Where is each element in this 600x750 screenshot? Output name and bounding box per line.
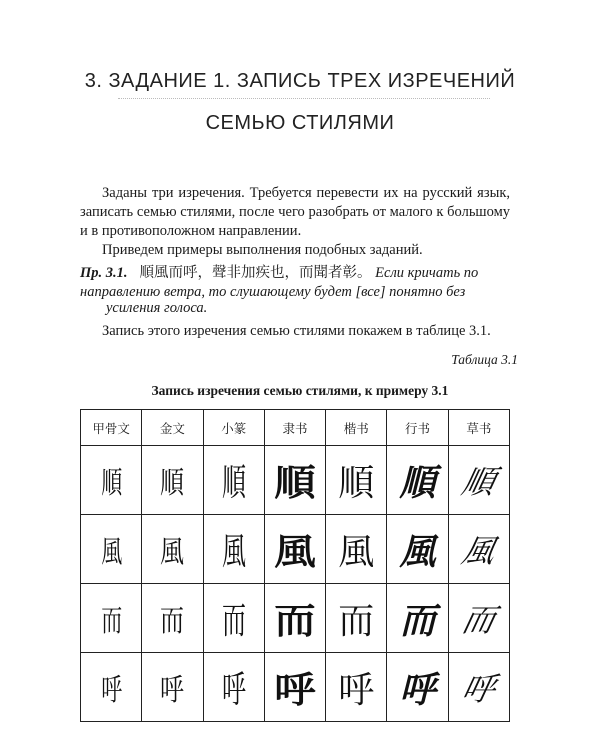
glyph: 呼 xyxy=(160,673,185,708)
glyph-cell xyxy=(448,446,509,515)
example-label: Пр. 3.1. xyxy=(80,265,128,281)
table-row xyxy=(81,653,510,722)
glyph: 呼 xyxy=(274,669,316,711)
glyph-cell xyxy=(448,515,509,584)
intro-paragraph: Заданы три изречения. Требуется перевести их на русский язык, записать семью стилями, после чего разобрать от малого к большому и в противоположном направлении. xyxy=(80,185,510,239)
glyph: 風 xyxy=(221,529,246,574)
table-row xyxy=(81,584,510,653)
table-title: Запись изречения семью стилями, к примеру 3.1 xyxy=(151,383,449,398)
glyph-cell xyxy=(326,446,387,515)
glyph-cell xyxy=(81,515,142,584)
glyph: 呼 xyxy=(399,669,436,711)
table-row xyxy=(81,446,510,515)
header-running: 行书 xyxy=(387,410,448,446)
glyph-cell xyxy=(326,653,387,722)
glyph: 呼 xyxy=(338,669,375,711)
glyph-cell xyxy=(326,584,387,653)
glyph: 風 xyxy=(458,532,499,570)
example-translation: Если кричать по направлению ветра, то слушающему будет [все] понятно без xyxy=(80,265,479,300)
glyph-cell xyxy=(387,584,448,653)
glyph-cell xyxy=(264,653,325,722)
glyph-cell xyxy=(448,584,509,653)
glyph: 風 xyxy=(338,531,375,573)
glyph-cell xyxy=(326,515,387,584)
example-chinese-text: 順風而呼，聲非加疾也，而聞者彰。 xyxy=(139,265,372,281)
glyph-cell xyxy=(264,584,325,653)
glyph-cell xyxy=(387,446,448,515)
glyph-cell xyxy=(387,515,448,584)
example-3-1 xyxy=(80,264,512,302)
glyph: 順 xyxy=(274,462,316,504)
glyph: 順 xyxy=(458,463,499,501)
glyph-cell xyxy=(203,446,264,515)
section-heading: 3. ЗАДАНИЕ 1. ЗАПИСЬ ТРЕХ ИЗРЕЧЕНИЙ xyxy=(84,70,516,92)
glyph: 而 xyxy=(399,600,436,642)
glyph: 而 xyxy=(160,604,185,639)
seven-styles-table xyxy=(80,409,510,722)
glyph: 順 xyxy=(160,466,185,501)
section-heading-line2: СЕМЬЮ СТИЛЯМИ xyxy=(205,112,395,134)
glyph-cell xyxy=(142,653,203,722)
table-row xyxy=(81,515,510,584)
glyph-cell xyxy=(142,515,203,584)
glyph-cell xyxy=(81,446,142,515)
header-clerical: 隶书 xyxy=(264,410,325,446)
glyph-cell xyxy=(448,653,509,722)
glyph-cell xyxy=(203,515,264,584)
glyph: 而 xyxy=(274,600,316,642)
glyph: 而 xyxy=(101,604,121,639)
glyph: 呼 xyxy=(458,670,499,708)
glyph-cell xyxy=(81,653,142,722)
glyph-cell xyxy=(387,653,448,722)
glyph: 呼 xyxy=(221,667,246,712)
glyph: 風 xyxy=(101,535,121,570)
example-translation-end: усиления голоса. xyxy=(106,300,208,316)
heading-divider xyxy=(118,98,490,99)
header-small-seal: 小篆 xyxy=(203,410,264,446)
glyph: 而 xyxy=(338,600,375,642)
glyph: 順 xyxy=(221,460,246,505)
glyph-cell xyxy=(203,584,264,653)
table-number: Таблица 3.1 xyxy=(451,352,518,367)
header-bronze: 金文 xyxy=(142,410,203,446)
glyph: 風 xyxy=(160,535,185,570)
header-oracle-bone: 甲骨文 xyxy=(81,410,142,446)
glyph: 順 xyxy=(338,462,375,504)
table-header-row xyxy=(81,410,510,446)
glyph: 而 xyxy=(221,598,246,643)
glyph: 而 xyxy=(458,601,499,639)
glyph-cell xyxy=(142,446,203,515)
glyph: 呼 xyxy=(101,673,121,708)
glyph-cell xyxy=(81,584,142,653)
glyph-cell xyxy=(264,515,325,584)
glyph: 風 xyxy=(274,531,316,573)
examples-intro: Приведем примеры выполнения подобных заданий. xyxy=(102,242,423,258)
glyph-cell xyxy=(264,446,325,515)
glyph: 順 xyxy=(399,462,436,504)
glyph: 順 xyxy=(101,466,121,501)
header-cursive: 草书 xyxy=(448,410,509,446)
glyph: 風 xyxy=(399,531,436,573)
table-reference-paragraph: Запись этого изречения семью стилями покажем в таблице 3.1. xyxy=(102,323,491,339)
glyph-cell xyxy=(142,584,203,653)
header-regular: 楷书 xyxy=(326,410,387,446)
glyph-cell xyxy=(203,653,264,722)
